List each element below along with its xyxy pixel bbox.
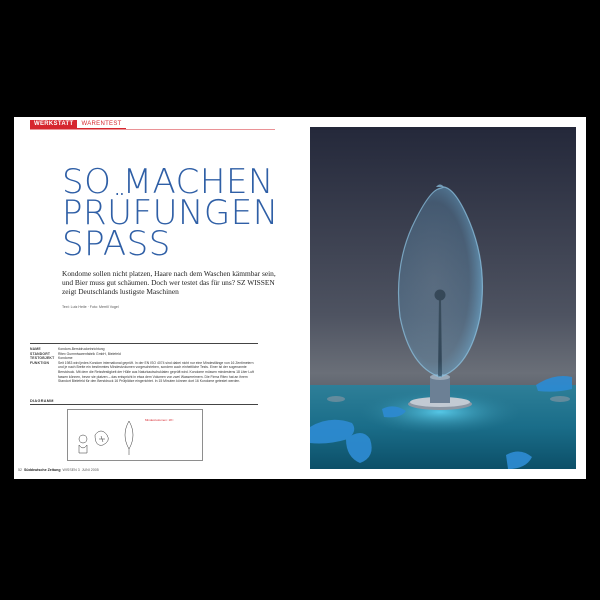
fact-value: Kondome <box>58 356 73 361</box>
subsection-label: WARENTEST <box>77 120 125 129</box>
headline-line-1: SO MACHEN <box>62 162 274 202</box>
headline-line-3: SPASS <box>62 224 171 264</box>
fact-label: TESTOBJEKT <box>30 356 55 361</box>
fact-box <box>30 343 258 384</box>
fact-value: Kondom-Berstdruckeinrichtung <box>58 347 105 351</box>
fact-label: STANDORT <box>30 351 51 356</box>
fact-row <box>30 361 258 384</box>
diagram-sketch <box>67 409 203 461</box>
headline <box>62 162 279 264</box>
sketch-figures <box>79 421 133 455</box>
author-credit: Text: Lutz Heile · Foto: Merrill Vogel <box>62 305 119 309</box>
headline-line-2: PRÜFUNGEN <box>62 193 279 233</box>
product-photo <box>310 127 576 469</box>
edition-label: WISSEN 3 <box>62 468 80 472</box>
fact-value: Ritex Gummiwarenfabrik GmbH, Bielefeld <box>58 351 121 356</box>
diagram-annotation: Mindestvolumen: 18 l <box>145 418 174 422</box>
section-label: WERKSTATT <box>30 120 77 129</box>
diagram-frame <box>68 410 203 461</box>
issue-date: JUNI 2005 <box>81 468 99 472</box>
magazine-spread <box>14 117 586 479</box>
fact-label: FUNKTION <box>30 360 50 365</box>
fact-value: Seit 1983 wird jedes Kondom international geprüft. In der EN ISO 4074 sind dabei nicht nur eine Mindestlänge von 16 Zentimetern und je nach Breite ein bestimmtes Mindestvolumen vorgeschrieben, sondern auch einheitliche Tests. Einer ist der sogenannte Berstdruck. Mit dem die Reissfestigkeit der Hülle aus Naturkautschuklatex geprüft wird. Kondome müssen mindestens 18 Liter Luft fassen können, bevor sie platzen – das entspricht in etwa dem Volumen von zwei Wassereimern. Die Firma Ritex hat an ihrem Standort Bielefeld für den Berstdruck 16 Prüfplätze eingerichtet. In 15 Minuten können dort 16 Kondome getestet werden. <box>58 360 254 384</box>
section-kicker <box>30 120 126 129</box>
deck-text: Kondome sollen nicht platzen, Haare nach dem Waschen kämmbar sein, und Bier muss gut schäumen. Doch wer testet das für uns? SZ WISSEN zeigt Deutschlands lustigste Maschinen <box>62 269 276 297</box>
fact-label: NAME <box>30 347 41 351</box>
page-footer <box>18 468 99 472</box>
page-number: 52 <box>18 468 22 472</box>
diagram-heading: DIAGRAMM <box>30 399 258 405</box>
header-rule <box>30 129 275 130</box>
magazine-name: Süddeutsche Zeitung <box>24 468 61 472</box>
